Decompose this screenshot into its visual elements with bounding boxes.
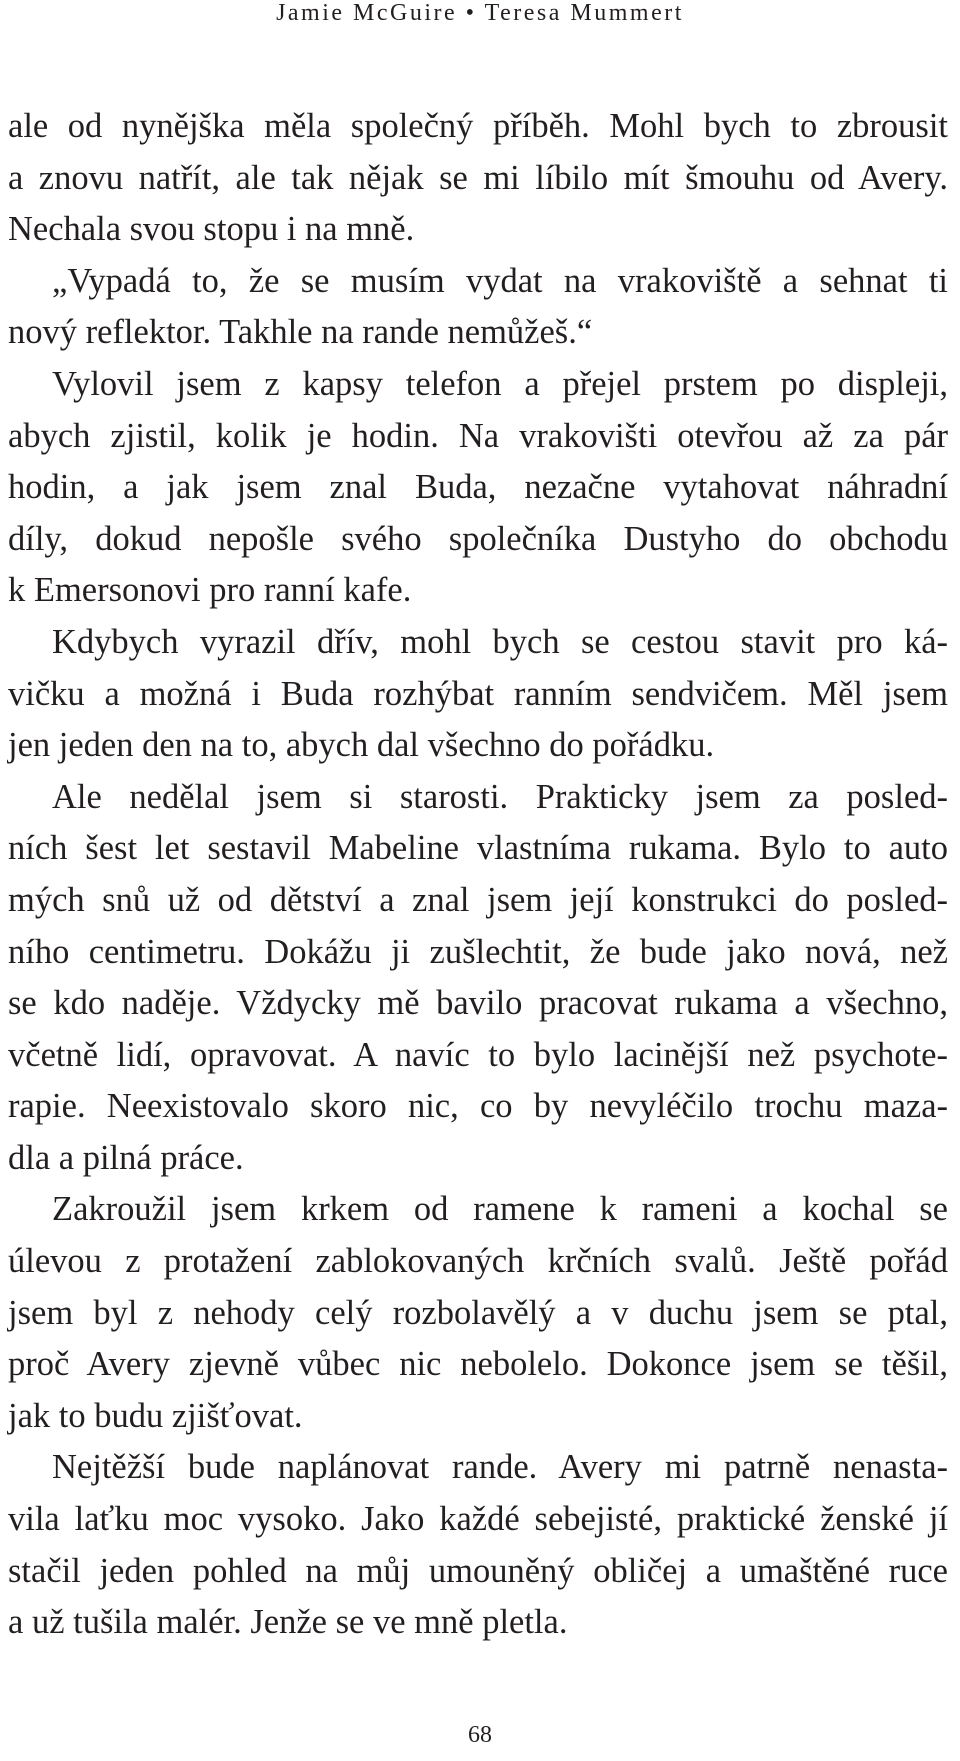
text-line: nový reflektor. Takhle na rande nemůžeš.“ bbox=[8, 313, 593, 352]
text-line: se kdo naděje. Vždycky mě bavilo pracovat rukama a všechno, bbox=[8, 984, 948, 1023]
text-line: abych zjistil, kolik je hodin. Na vrakovišti otevřou až za pár bbox=[8, 416, 948, 455]
text-line: Nechala svou stopu i na mně. bbox=[8, 210, 415, 249]
running-head: Jamie McGuire • Teresa Mummert bbox=[276, 0, 684, 26]
text-line: proč Avery zjevně vůbec nic nebolelo. Dokonce jsem se těšil, bbox=[8, 1345, 948, 1384]
text-line: jsem byl z nehody celý rozbolavělý a v duchu jsem se ptal, bbox=[8, 1293, 948, 1332]
text-line: a znovu natřít, ale tak nějak se mi líbilo mít šmouhu od Avery. bbox=[8, 158, 948, 197]
text-line: stačil jeden pohled na můj umouněný obličej a umaštěné ruce bbox=[8, 1551, 948, 1590]
text-line: k Emersonovi pro ranní kafe. bbox=[8, 571, 412, 610]
text-line: Kdybych vyrazil dřív, mohl bych se cestou stavit pro ká- bbox=[52, 622, 948, 661]
text-line: ního centimetru. Dokážu ji zušlechtit, že bude jako nová, než bbox=[8, 932, 948, 971]
text-line: hodin, a jak jsem znal Buda, nezačne vytahovat náhradní bbox=[8, 468, 948, 507]
text-line: rapie. Neexistovalo skoro nic, co by nevyléčilo trochu maza- bbox=[8, 1087, 948, 1126]
text-line: včetně lidí, opravovat. A navíc to bylo lacinější než psychote- bbox=[8, 1035, 948, 1074]
text-line: jak to budu zjišťovat. bbox=[8, 1396, 303, 1435]
text-line: mých snů už od dětství a znal jsem její konstrukci do posled- bbox=[8, 880, 948, 919]
text-line: Ale nedělal jsem si starosti. Prakticky jsem za posled- bbox=[52, 777, 948, 816]
text-line: úlevou z protažení zablokovaných krčních svalů. Ještě pořád bbox=[8, 1242, 948, 1281]
text-line: ale od nynějška měla společný příběh. Mohl bych to zbrousit bbox=[8, 107, 948, 145]
text-line: jen jeden den na to, abych dal všechno do pořádku. bbox=[8, 726, 715, 765]
text-line: a už tušila malér. Jenže se ve mně pletla. bbox=[8, 1603, 568, 1642]
text-line: ních šest let sestavil Mabeline vlastníma rukama. Bylo to auto bbox=[8, 829, 948, 868]
text-line: dla a pilná práce. bbox=[8, 1138, 244, 1177]
text-line: díly, dokud nepošle svého společníka Dustyho do obchodu bbox=[8, 519, 948, 558]
text-line: Zakroužil jsem krkem od ramene k rameni a kochal se bbox=[52, 1190, 948, 1229]
text-line: „Vypadá to, že se musím vydat na vrakoviště a sehnat ti bbox=[52, 261, 948, 300]
text-line: Vylovil jsem z kapsy telefon a přejel prstem po displeji, bbox=[52, 364, 948, 403]
text-line: Nejtěžší bude naplánovat rande. Avery mi patrně nenasta- bbox=[52, 1448, 948, 1487]
page-number: 68 bbox=[468, 1722, 492, 1748]
text-line: vila laťku moc vysoko. Jako každé sebejisté, praktické ženské jí bbox=[8, 1500, 948, 1539]
body-text bbox=[8, 101, 948, 1649]
text-line: vičku a možná i Buda rozhýbat ranním sendvičem. Měl jsem bbox=[8, 674, 948, 713]
